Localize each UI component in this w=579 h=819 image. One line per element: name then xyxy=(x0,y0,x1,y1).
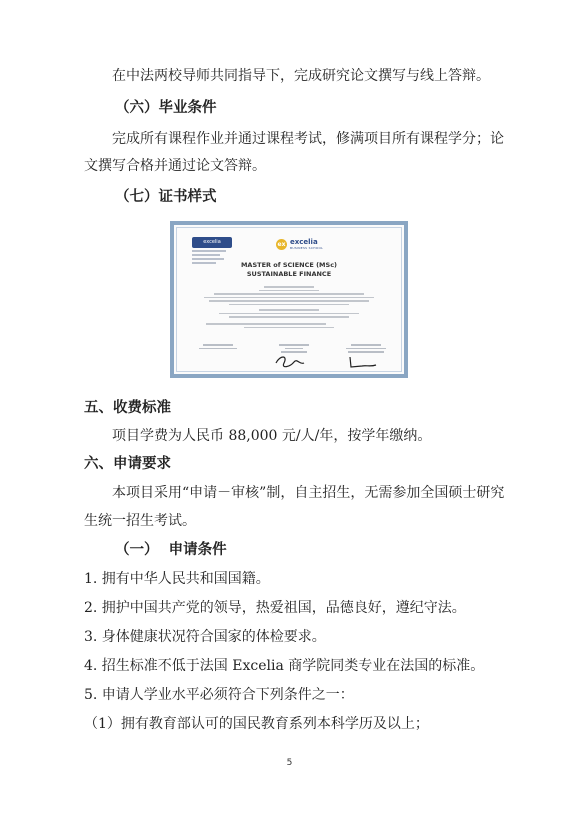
paragraph-admission-2: 生统一招生考试。 xyxy=(84,513,196,529)
paragraph-tuition: 项目学费为人民币 88,000 元/人/年，按学年缴纳。 xyxy=(112,428,432,444)
heading-fees: 五、收费标准 xyxy=(84,400,171,416)
page-number: 5 xyxy=(286,758,293,768)
heading-certificate-sample: （七）证书样式 xyxy=(115,189,217,205)
list-item: （1）拥有教育部认可的国民教育系列本科学历及以上； xyxy=(84,716,429,732)
certificate-title-line-1: MASTER of SCIENCE (MSc) xyxy=(240,261,338,269)
list-item: 3. 身体健康状况符合国家的体检要求。 xyxy=(84,629,326,645)
list-item: 1. 拥有中华人民共和国国籍。 xyxy=(84,571,270,587)
excelia-logo-left: excelia xyxy=(192,237,232,248)
heading-application-requirements: 六、申请要求 xyxy=(84,456,171,472)
excelia-subtitle: BUSINESS SCHOOL xyxy=(290,245,324,250)
list-item: 5. 申请人学业水平必须符合下列条件之一： xyxy=(84,687,354,703)
certificate-image xyxy=(170,221,408,378)
list-item: 2. 拥护中国共产党的领导，热爱祖国，品德良好，遵纪守法。 xyxy=(84,600,466,616)
certificate-title-line-2: SUSTAINABLE FINANCE xyxy=(246,270,332,278)
heading-graduation-conditions: （六）毕业条件 xyxy=(115,100,217,116)
paragraph-admission-1: 本项目采用“申请－审核”制，自主招生，无需参加全国硕士研究 xyxy=(112,485,505,501)
paragraph-graduation-1: 完成所有课程作业并通过课程考试，修满项目所有课程学分；论 xyxy=(112,131,504,147)
handwritten-signatures xyxy=(180,231,406,376)
excelia-mark-icon: ex xyxy=(277,240,286,248)
excelia-wordmark: excelia xyxy=(290,237,318,246)
paragraph-supervision: 在中法两校导师共同指导下，完成研究论文撰写与线上答辩。 xyxy=(112,68,490,84)
heading-application-conditions: （一） 申请条件 xyxy=(115,542,227,558)
list-item: 4. 招生标准不低于法国 Excelia 商学院同类专业在法国的标准。 xyxy=(84,658,485,674)
paragraph-graduation-2: 文撰写合格并通过论文答辩。 xyxy=(84,158,266,174)
